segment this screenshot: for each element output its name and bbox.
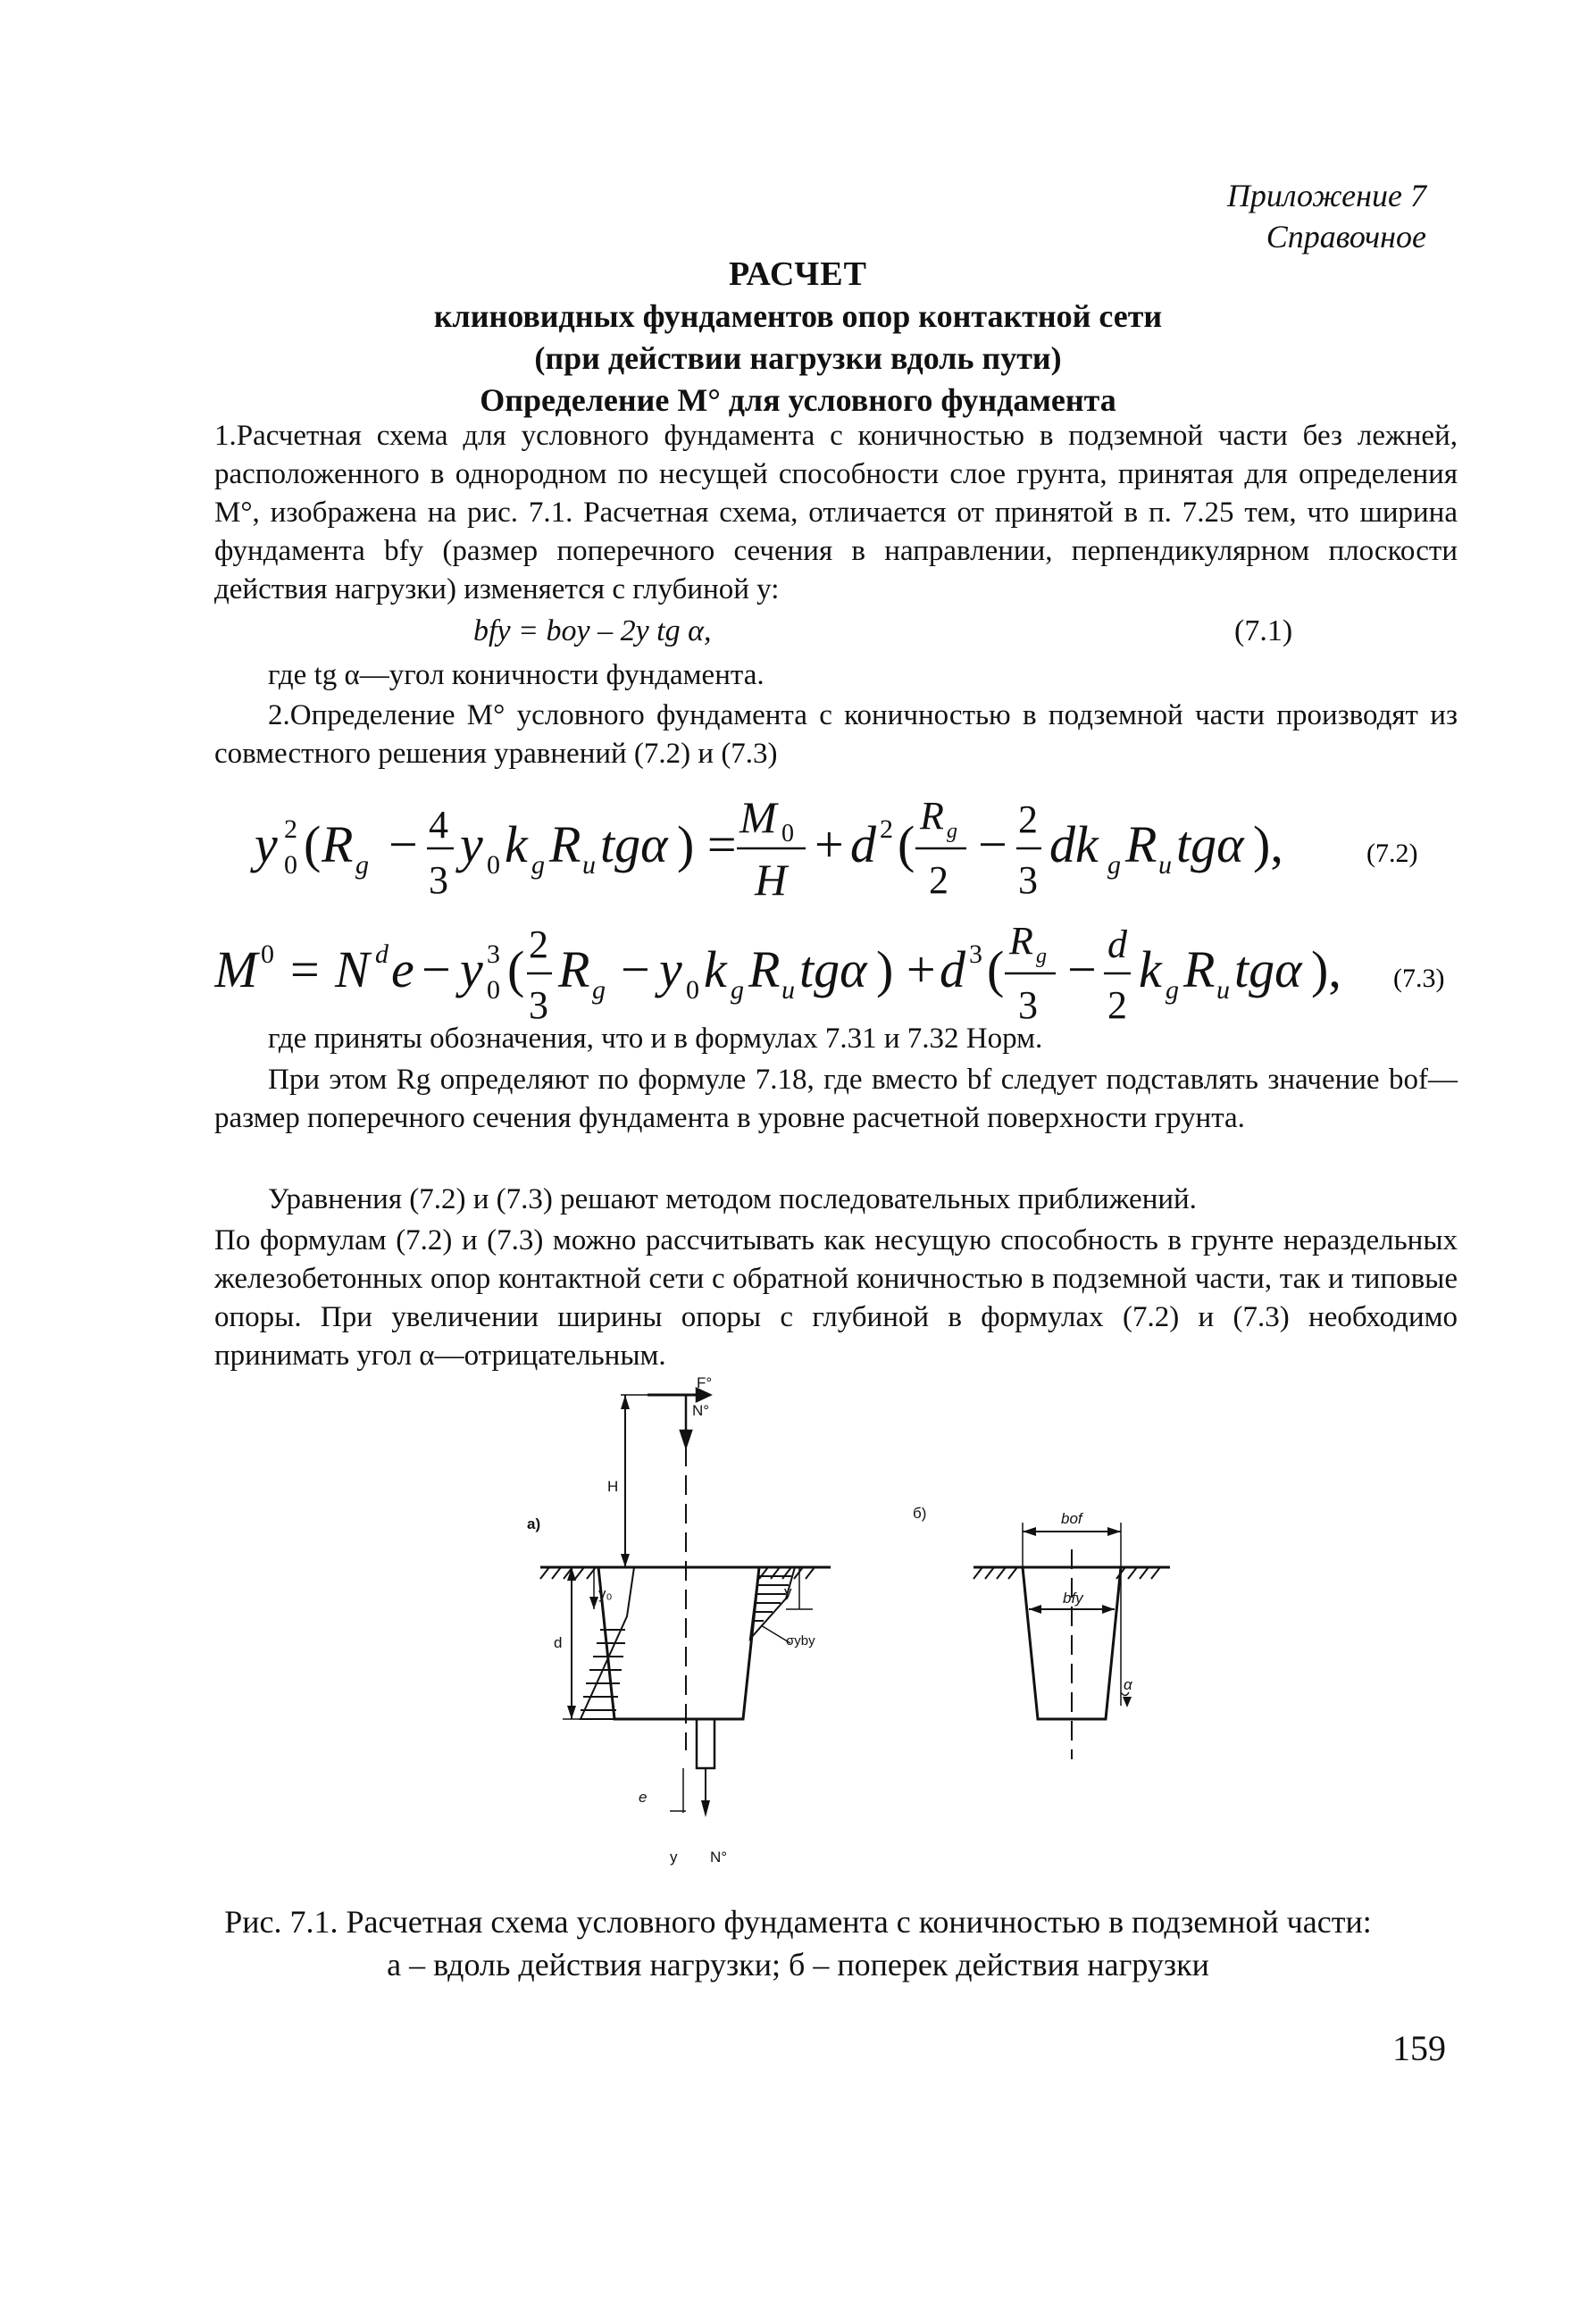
svg-text:tgα: tgα — [1234, 940, 1302, 998]
label-alpha: α — [1124, 1676, 1132, 1693]
svg-text:2: 2 — [529, 922, 548, 966]
label-sigma: σyby — [786, 1633, 815, 1649]
equation-7-1: bfy = boy – 2y tg α, — [473, 614, 712, 647]
svg-text:y: y — [460, 940, 483, 998]
label-b: б) — [913, 1505, 927, 1522]
svg-text:),: ), — [1311, 940, 1341, 998]
svg-text:y: y — [255, 815, 278, 873]
reference-label: Справочное — [1266, 219, 1426, 255]
svg-text:(: ( — [507, 940, 525, 998]
title-line-1: РАСЧЕТ — [729, 255, 867, 293]
title-line-2: клиновидных фундаментов опор контактной сети — [433, 298, 1163, 334]
svg-text:N: N — [335, 940, 370, 998]
svg-text:−: − — [422, 940, 451, 998]
svg-text:0: 0 — [781, 820, 794, 847]
figure-caption-line-1: Рис. 7.1. Расчетная схема условного фундамента с коничностью в подземной части: — [224, 1904, 1372, 1940]
label-N-top: N° — [692, 1402, 710, 1419]
label-bfy: bfy — [1063, 1590, 1083, 1607]
svg-text:H: H — [755, 855, 788, 905]
svg-text:M: M — [214, 940, 258, 998]
svg-text:u: u — [1158, 850, 1172, 880]
svg-text:u: u — [1216, 975, 1230, 1005]
appendix-label: Приложение 7 — [1226, 178, 1426, 213]
svg-text:e: e — [391, 940, 414, 998]
svg-text:R: R — [748, 940, 781, 998]
svg-text:g: g — [1166, 975, 1179, 1005]
svg-text:4: 4 — [429, 803, 448, 847]
svg-text:R: R — [920, 794, 944, 838]
svg-text:R: R — [558, 940, 590, 998]
label-d: d — [554, 1634, 563, 1651]
svg-text:d: d — [375, 939, 389, 969]
svg-text:d: d — [850, 815, 876, 873]
svg-text:(: ( — [898, 815, 915, 873]
paragraph-1: 1.Расчетная схема для условного фундамента с коничностью в подземной части без лежней, расположенного в однородном по несущей способности слое грунта, принятая для определения M°, изображена на рис. 7.1. Расчетная схема, отличается от принятой в п. 7.25 тем, что ширина фундамента bfy (размер поперечного сечения в направлении, перпендикулярном плоскости действия нагрузки) изменяется с глубиной у: — [214, 420, 1458, 605]
svg-text:3: 3 — [969, 939, 982, 969]
svg-text:0: 0 — [686, 975, 699, 1005]
svg-text:tgα: tgα — [1176, 815, 1244, 873]
svg-text:3: 3 — [429, 858, 448, 902]
svg-text:(: ( — [987, 940, 1005, 998]
svg-text:tgα: tgα — [600, 815, 668, 873]
svg-text:0: 0 — [261, 939, 274, 969]
svg-text:2: 2 — [929, 858, 948, 902]
svg-text:dk: dk — [1049, 815, 1099, 873]
figure-caption-line-2: а – вдоль действия нагрузки; б – поперек действия нагрузки — [387, 1947, 1209, 1983]
svg-text:2: 2 — [1107, 983, 1127, 1027]
title-line-4: Определение M° для условного фундамента — [480, 382, 1116, 418]
svg-text:3: 3 — [487, 939, 500, 969]
equation-7-1-number: (7.1) — [1234, 614, 1293, 647]
svg-text:g: g — [531, 850, 545, 880]
label-y0: y₀ — [598, 1585, 613, 1602]
svg-text:2: 2 — [880, 814, 893, 844]
svg-text:−: − — [621, 940, 650, 998]
svg-text:d: d — [1107, 922, 1127, 966]
paragraph-3: где приняты обозначения, что и в формулах 7.31 и 7.32 Норм. — [268, 1023, 1043, 1055]
label-N-bottom: N° — [710, 1849, 728, 1866]
svg-text:k: k — [704, 940, 727, 998]
label-F: F° — [697, 1375, 713, 1391]
svg-text:3: 3 — [1018, 858, 1038, 902]
svg-text:tgα: tgα — [799, 940, 867, 998]
svg-text:0: 0 — [284, 850, 297, 880]
svg-text:−: − — [978, 815, 1007, 873]
equation-7-3-number: (7.3) — [1393, 964, 1445, 993]
svg-text:u: u — [582, 850, 596, 880]
equation-7-2-number: (7.2) — [1366, 839, 1418, 868]
svg-text:u: u — [781, 975, 795, 1005]
svg-text:g: g — [1107, 850, 1121, 880]
svg-text:2: 2 — [1018, 797, 1038, 841]
appendix-header — [1227, 175, 1426, 257]
label-y: y — [784, 1583, 792, 1600]
figure-7-1 — [527, 1375, 1474, 1911]
equation-7-3 — [214, 902, 1465, 1036]
paragraph-6: По формулам (7.2) и (7.3) можно рассчитывать как несущую способность в грунте нераздельных железобетонных опор контактной сети с обратной коничностью в подземной части, так и типовые опоры. При увеличении ширины опоры с глубиной в формулах (7.2) и (7.3) необходимо принимать угол α—отрицательным. — [214, 1224, 1458, 1372]
svg-text:) =: ) = — [677, 815, 737, 873]
paragraph-4: При этом Rg определяют по формуле 7.18, где вместо bf следует подставлять значение bof—размер поперечного сечения фундамента в уровне расчетной поверхности грунта. — [214, 1064, 1458, 1134]
svg-text:(: ( — [304, 815, 322, 873]
svg-text:R: R — [1183, 940, 1216, 998]
svg-text:3: 3 — [1018, 983, 1038, 1027]
svg-text:R: R — [1009, 919, 1033, 963]
svg-text:−: − — [1067, 940, 1097, 998]
paragraph-tg: где tg α—угол коничности фундамента. — [268, 659, 765, 691]
svg-text:) +: ) + — [876, 940, 936, 998]
svg-text:d: d — [940, 940, 965, 998]
label-y-axis: y — [670, 1849, 678, 1866]
label-e: e — [639, 1789, 648, 1806]
svg-text:R: R — [549, 815, 581, 873]
svg-text:k: k — [505, 815, 528, 873]
svg-text:0: 0 — [487, 850, 500, 880]
svg-text:2: 2 — [284, 814, 297, 844]
svg-text:R: R — [322, 815, 354, 873]
svg-text:+: + — [815, 815, 844, 873]
paragraph-2: 2.Определение M° условного фундамента с коничностью в подземной части производят из совместного решения уравнений (7.2) и (7.3) — [214, 699, 1458, 770]
svg-text:),: ), — [1253, 815, 1283, 873]
svg-text:y: y — [460, 815, 483, 873]
paragraph-5: Уравнения (7.2) и (7.3) решают методом последовательных приближений. — [268, 1183, 1197, 1215]
svg-text:g: g — [731, 975, 744, 1005]
svg-text:3: 3 — [529, 983, 548, 1027]
title-line-3: (при действии нагрузки вдоль пути) — [534, 340, 1062, 376]
svg-text:−: − — [389, 815, 418, 873]
svg-text:=: = — [290, 940, 320, 998]
label-H: H — [607, 1478, 619, 1495]
svg-text:g: g — [355, 850, 369, 880]
svg-text:R: R — [1125, 815, 1157, 873]
svg-text:0: 0 — [487, 975, 500, 1005]
svg-text:g: g — [592, 975, 606, 1005]
label-bof: bof — [1061, 1510, 1082, 1527]
svg-text:y: y — [659, 940, 682, 998]
svg-text:k: k — [1139, 940, 1162, 998]
equation-7-2 — [214, 777, 1465, 911]
svg-text:g: g — [947, 820, 957, 843]
svg-text:g: g — [1036, 945, 1047, 968]
page-number: 159 — [1392, 2028, 1446, 2068]
label-a: а) — [527, 1515, 541, 1532]
svg-text:M: M — [740, 792, 777, 842]
